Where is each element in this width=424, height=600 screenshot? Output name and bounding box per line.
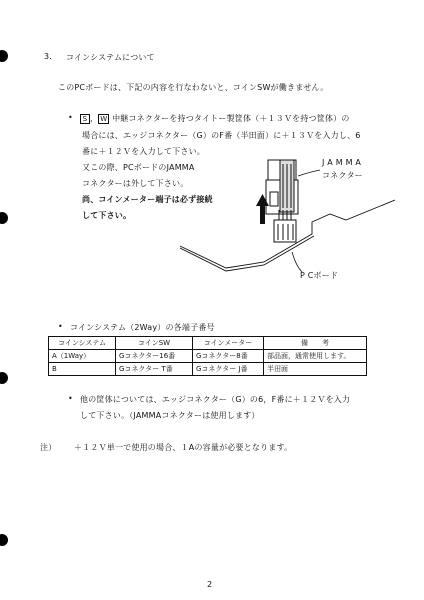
switch-w-box: W xyxy=(100,115,108,123)
item1-line1 xyxy=(80,113,350,124)
item2-line2: して下さい。（JAMMAコネクターは使用します） xyxy=(80,411,260,420)
coin-system-table xyxy=(48,336,367,376)
item2-bullet: • xyxy=(68,394,73,403)
table-header-cell: コインシステム xyxy=(49,337,116,350)
note-text: ＋１２Ｖ単一で使用の場合、１Aの容量が必要となります。 xyxy=(74,443,293,452)
board-header-icon xyxy=(274,210,296,242)
item1-line7: して下さい。 xyxy=(82,211,132,220)
table-cell: B xyxy=(49,363,116,376)
table-caption-bullet: • xyxy=(58,322,63,331)
page-number: 2 xyxy=(207,580,213,589)
label-jamma-line2: コネクター xyxy=(322,171,363,180)
table-cell: Gコネクター J番 xyxy=(193,363,264,376)
item1-bullet: • xyxy=(68,113,73,122)
table-cell: Gコネクター T番 xyxy=(116,363,193,376)
table-cell: 半田面 xyxy=(264,363,367,376)
label-jamma-line1: J A M M A xyxy=(322,158,362,167)
binder-hole-upper xyxy=(0,212,8,224)
table-cell: A（1Way） xyxy=(49,350,116,363)
item1-line3: 番に＋１２Ｖを入力して下さい。 xyxy=(82,147,205,156)
table-caption: コインシステム（2Way）の各端子番号 xyxy=(70,323,215,332)
section-title: コインシステムについて xyxy=(66,53,155,62)
table-header-cell: コインSW xyxy=(116,337,193,350)
switch-separator: ， xyxy=(90,114,99,123)
binder-hole-lower xyxy=(0,372,8,384)
table-cell: Gコネクター8番 xyxy=(193,350,264,363)
switch-s-box: S xyxy=(80,114,90,124)
table-header-row xyxy=(49,337,367,350)
jamma-connector-icon xyxy=(266,160,298,214)
item1-line4: 又この際、PCボードのJAMMA xyxy=(82,163,195,172)
table-cell: Gコネクター16番 xyxy=(116,350,193,363)
item1-line6: 尚、コインメーター端子は必ず接続 xyxy=(82,195,213,204)
item1-line5: コネクターは外して下さい。 xyxy=(82,179,189,188)
item1-line2: 場合には、エッジコネクター（G）のF番（半田面）に＋１３Ｖを入力し、6 xyxy=(82,131,361,140)
table-row xyxy=(49,350,367,363)
note-label: 注） xyxy=(40,443,57,452)
binder-hole-top xyxy=(0,50,8,62)
table-header-cell: コインメーター xyxy=(193,337,264,350)
section-number: 3. xyxy=(44,52,53,61)
item1-line1-text: 中継コネクターを持つタイトー製筐体（＋１３Ｖを持つ筐体）の xyxy=(112,114,350,123)
binder-hole-bottom xyxy=(0,534,8,546)
intro-text: このPCボードは、下記の内容を行なわないと、コインSWが働きません。 xyxy=(58,83,329,92)
table-cell: 部品面，通常使用します。 xyxy=(264,350,367,363)
table-row xyxy=(49,363,367,376)
table-header-cell: 備 考 xyxy=(264,337,367,350)
label-pc-board: P Cボード xyxy=(300,271,339,280)
item2-line1: 他の筐体については、エッジコネクター（G）の6，F番に＋１２Ｖを入力 xyxy=(80,395,351,404)
